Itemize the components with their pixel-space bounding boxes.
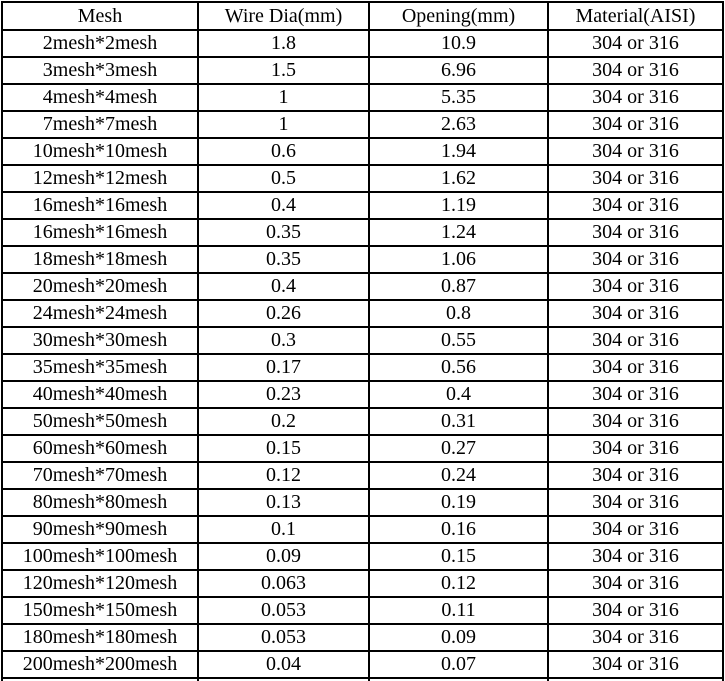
table-cell: 304 or 316 <box>548 165 723 192</box>
table-cell: 304 or 316 <box>548 300 723 327</box>
table-cell: 1.19 <box>369 192 548 219</box>
table-row <box>2 489 723 516</box>
table-cell: 0.5 <box>198 165 369 192</box>
table-cell: 0.35 <box>198 246 369 273</box>
table-row <box>2 192 723 219</box>
table-cell: 304 or 316 <box>548 84 723 111</box>
header-row <box>2 2 723 30</box>
table-row <box>2 300 723 327</box>
table-cell: 304 or 316 <box>548 651 723 678</box>
table-cell: 304 or 316 <box>548 597 723 624</box>
table-cell: 1.8 <box>198 30 369 57</box>
table-row <box>2 435 723 462</box>
table-row <box>2 462 723 489</box>
table-cell: 0.6 <box>198 138 369 165</box>
table-cell: 180mesh*180mesh <box>2 624 198 651</box>
table-row <box>2 246 723 273</box>
table-body <box>2 30 723 681</box>
table-cell: 1.62 <box>369 165 548 192</box>
table-cell: 1 <box>198 84 369 111</box>
table-cell: 304 or 316 <box>548 543 723 570</box>
table-cell: 0.15 <box>198 435 369 462</box>
table-cell: 304 or 316 <box>548 381 723 408</box>
table-cell: 304 or 316 <box>548 192 723 219</box>
mesh-spec-table <box>1 1 724 681</box>
table-cell: 35mesh*35mesh <box>2 354 198 381</box>
table-cell: 0.053 <box>198 624 369 651</box>
table-row <box>2 597 723 624</box>
table-cell: 1.24 <box>369 219 548 246</box>
table-cell: 150mesh*150mesh <box>2 597 198 624</box>
table-cell: 304 or 316 <box>548 462 723 489</box>
table-row <box>2 57 723 84</box>
table-cell: 1.94 <box>369 138 548 165</box>
column-header-mesh: Mesh <box>2 2 198 30</box>
table-cell: 90mesh*90mesh <box>2 516 198 543</box>
table-cell: 5.35 <box>369 84 548 111</box>
table-cell: 0.11 <box>369 597 548 624</box>
table-row <box>2 651 723 678</box>
table-cell: 40mesh*40mesh <box>2 381 198 408</box>
table-cell: 304 or 316 <box>548 408 723 435</box>
table-cell: 10mesh*10mesh <box>2 138 198 165</box>
table-cell: 50mesh*50mesh <box>2 408 198 435</box>
column-header-wire-dia: Wire Dia(mm) <box>198 2 369 30</box>
table-cell: 6.96 <box>369 57 548 84</box>
table-cell: 304 or 316 <box>548 624 723 651</box>
table-cell: 3mesh*3mesh <box>2 57 198 84</box>
table-cell: 304 or 316 <box>548 30 723 57</box>
table-row <box>2 381 723 408</box>
table-cell: 100mesh*100mesh <box>2 543 198 570</box>
table-row <box>2 219 723 246</box>
table-cell: 120mesh*120mesh <box>2 570 198 597</box>
table-row <box>2 327 723 354</box>
table-row <box>2 624 723 651</box>
table-cell: 30mesh*30mesh <box>2 327 198 354</box>
table-row <box>2 516 723 543</box>
table-cell: 2.63 <box>369 111 548 138</box>
table-cell: 0.07 <box>369 651 548 678</box>
table-cell: 304 or 316 <box>548 111 723 138</box>
table-cell: 304 or 316 <box>548 273 723 300</box>
column-header-opening: Opening(mm) <box>369 2 548 30</box>
table-row <box>2 165 723 192</box>
table-cell: 18mesh*18mesh <box>2 246 198 273</box>
table-cell: 0.1 <box>198 516 369 543</box>
table-cell: 0.26 <box>198 300 369 327</box>
table-cell: 304 or 316 <box>548 489 723 516</box>
table-cell: 0.23 <box>198 381 369 408</box>
table-cell: 304 or 316 <box>548 516 723 543</box>
table-cell: 0.2 <box>198 408 369 435</box>
table-cell: 304 or 316 <box>548 435 723 462</box>
table-cell: 1 <box>198 111 369 138</box>
table-row <box>2 570 723 597</box>
table-cell: 70mesh*70mesh <box>2 462 198 489</box>
table-cell: 304 or 316 <box>548 219 723 246</box>
table-cell: 16mesh*16mesh <box>2 219 198 246</box>
table-cell: 12mesh*12mesh <box>2 165 198 192</box>
table-cell: 10.9 <box>369 30 548 57</box>
table-cell: 0.4 <box>198 192 369 219</box>
table-cell: 7mesh*7mesh <box>2 111 198 138</box>
column-header-material: Material(AISI) <box>548 2 723 30</box>
table-cell: 304 or 316 <box>548 327 723 354</box>
table-row <box>2 138 723 165</box>
table-cell: 0.053 <box>198 597 369 624</box>
table-cell: 0.31 <box>369 408 548 435</box>
table-row <box>2 273 723 300</box>
table-cell: 0.35 <box>198 219 369 246</box>
table-cell: 0.063 <box>198 570 369 597</box>
table-cell: 1.5 <box>198 57 369 84</box>
table-cell: 20mesh*20mesh <box>2 273 198 300</box>
table-cell: 0.04 <box>198 651 369 678</box>
table-cell: 0.13 <box>198 489 369 516</box>
table-row <box>2 354 723 381</box>
table-cell: 304 or 316 <box>548 57 723 84</box>
table-cell: 0.15 <box>369 543 548 570</box>
table-cell: 0.8 <box>369 300 548 327</box>
table-cell: 2mesh*2mesh <box>2 30 198 57</box>
table-cell: 0.12 <box>198 462 369 489</box>
table-cell: 1.06 <box>369 246 548 273</box>
table-row <box>2 408 723 435</box>
table-cell: 0.24 <box>369 462 548 489</box>
table-cell: 304 or 316 <box>548 354 723 381</box>
table-cell: 0.19 <box>369 489 548 516</box>
table-cell: 304 or 316 <box>548 570 723 597</box>
table-row <box>2 84 723 111</box>
table-cell: 0.16 <box>369 516 548 543</box>
table-cell: 0.4 <box>369 381 548 408</box>
table-row <box>2 111 723 138</box>
table-cell: 4mesh*4mesh <box>2 84 198 111</box>
table-cell: 0.3 <box>198 327 369 354</box>
table-cell: 0.09 <box>198 543 369 570</box>
table-cell: 0.55 <box>369 327 548 354</box>
table-cell: 60mesh*60mesh <box>2 435 198 462</box>
table-cell: 0.09 <box>369 624 548 651</box>
table-cell: 0.17 <box>198 354 369 381</box>
table-row <box>2 30 723 57</box>
table-cell: 0.4 <box>198 273 369 300</box>
table-cell: 0.12 <box>369 570 548 597</box>
table-cell: 80mesh*80mesh <box>2 489 198 516</box>
table-row <box>2 543 723 570</box>
table-cell: 304 or 316 <box>548 246 723 273</box>
table-cell: 0.27 <box>369 435 548 462</box>
table-cell: 16mesh*16mesh <box>2 192 198 219</box>
table-cell: 200mesh*200mesh <box>2 651 198 678</box>
table-cell: 0.56 <box>369 354 548 381</box>
table-cell: 24mesh*24mesh <box>2 300 198 327</box>
table-cell: 0.87 <box>369 273 548 300</box>
table-cell: 304 or 316 <box>548 138 723 165</box>
